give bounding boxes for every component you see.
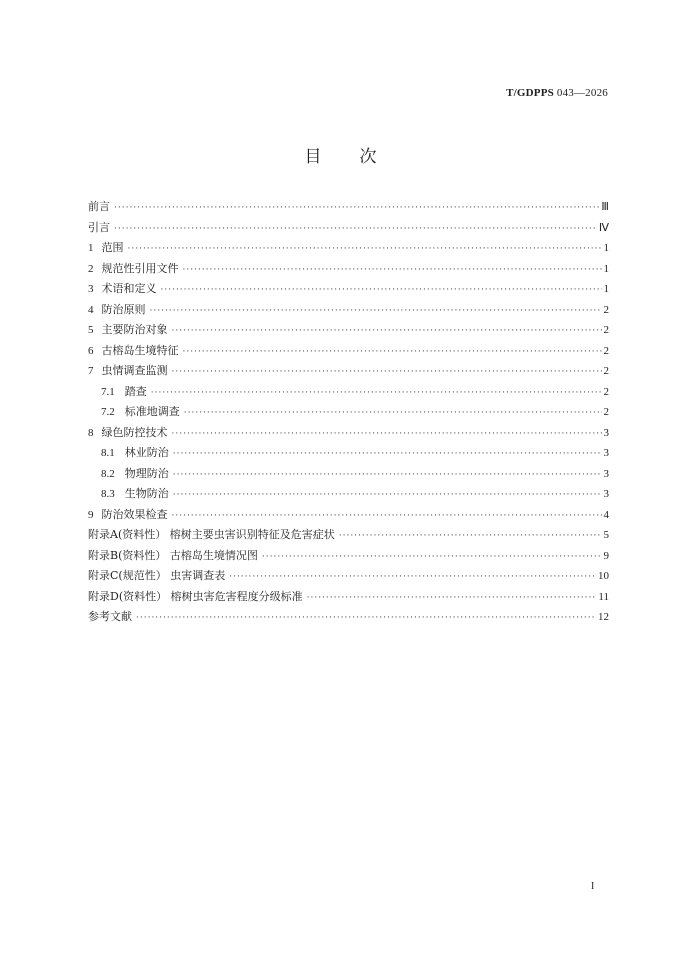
toc-leader: [128, 244, 602, 254]
toc-label: 附录C(规范性） 虫害调查表: [88, 569, 226, 582]
toc-entry-appendix-d[interactable]: [88, 588, 609, 609]
toc-entry-appendix-b[interactable]: [88, 547, 609, 568]
toc-entry-7-2[interactable]: [88, 403, 609, 424]
toc-number: 7.2: [101, 406, 115, 418]
toc-page: 10: [598, 570, 609, 582]
toc-number: 5: [88, 324, 94, 336]
toc-page: 3: [603, 426, 609, 439]
toc-label: 物理防治: [124, 466, 169, 480]
toc-page: 2: [603, 344, 609, 357]
page-title: 目次: [304, 147, 415, 167]
toc-number: 9: [88, 508, 94, 521]
toc-page: Ⅲ: [601, 201, 609, 213]
toc-entry-7-1[interactable]: [88, 383, 609, 404]
toc-label: 虫情调查监测: [101, 364, 168, 377]
toc-label: 古榕岛生境特征: [101, 343, 179, 357]
toc-entry-8-1[interactable]: [88, 444, 609, 465]
toc-number: 7: [88, 365, 94, 377]
toc-entry-1[interactable]: [88, 239, 609, 260]
toc-label: 规范性引用文件: [101, 261, 179, 275]
toc-number: 3: [88, 283, 94, 295]
toc-leader: [307, 593, 597, 603]
toc-leader: [136, 613, 596, 623]
toc-label: 标准地调查: [124, 405, 180, 418]
toc-label: 附录A(资料性） 榕树主要虫害识别特征及危害症状: [88, 528, 335, 541]
standard-code-prefix: T/GDPPS: [506, 87, 554, 99]
toc-number: 8: [88, 426, 94, 439]
standard-code-number: 043—2026: [553, 87, 608, 99]
toc-page: 2: [603, 365, 609, 377]
toc-entry-5[interactable]: [88, 321, 609, 342]
toc-label: 附录D(资料性） 榕树虫害危害程度分级标准: [88, 589, 303, 603]
toc-label: 术语和定义: [101, 282, 157, 295]
toc-page: 5: [603, 529, 609, 541]
toc-leader: [172, 367, 602, 377]
toc-entry-appendix-a[interactable]: [88, 526, 609, 547]
toc-leader: [150, 306, 602, 316]
toc-page: 3: [603, 447, 609, 459]
toc-number: 1: [88, 242, 94, 254]
toc-page: 2: [603, 385, 609, 398]
toc-entry-3[interactable]: [88, 280, 609, 301]
toc-number: 7.1: [101, 385, 115, 398]
toc-leader: [173, 490, 602, 500]
toc-entry-7[interactable]: [88, 362, 609, 383]
toc-entry-8[interactable]: [88, 424, 609, 445]
toc-leader: [184, 408, 602, 418]
toc-leader: [172, 511, 602, 521]
toc-leader: [151, 388, 602, 398]
toc-leader: [262, 552, 602, 562]
toc-leader: [172, 429, 602, 439]
toc-entry-references[interactable]: [88, 608, 609, 629]
toc-number: 8.2: [101, 467, 115, 480]
toc-entry-appendix-c[interactable]: [88, 567, 609, 588]
toc-label: 引言: [88, 220, 110, 234]
toc-entry-2[interactable]: [88, 260, 609, 281]
toc-leader: [114, 203, 599, 213]
toc-label: 范围: [101, 241, 124, 254]
standard-code: [506, 87, 608, 99]
toc-page: 11: [598, 590, 609, 603]
toc-entry-6[interactable]: [88, 342, 609, 363]
toc-number: 6: [88, 344, 94, 357]
toc-page: 1: [603, 242, 609, 254]
toc-leader: [173, 470, 602, 480]
toc-leader: [161, 285, 602, 295]
toc-page: 3: [603, 488, 609, 500]
toc-label: 附录B(资料性） 古榕岛生境情况图: [88, 548, 258, 562]
toc-label: 主要防治对象: [101, 323, 168, 336]
toc-leader: [114, 224, 597, 234]
page-number: I: [591, 881, 595, 892]
toc-label: 参考文献: [88, 610, 132, 623]
toc-page: 9: [603, 549, 609, 562]
toc-entry-4[interactable]: [88, 301, 609, 322]
toc-number: 2: [88, 262, 94, 275]
toc-leader: [173, 449, 602, 459]
toc-page: 2: [603, 303, 609, 316]
toc-page: 3: [603, 467, 609, 480]
toc-page: 2: [603, 324, 609, 336]
toc-number: 8.1: [101, 447, 115, 459]
toc-label: 生物防治: [124, 487, 169, 500]
toc-leader: [172, 326, 602, 336]
toc-entry-8-3[interactable]: [88, 485, 609, 506]
toc-entry-introduction[interactable]: [88, 219, 609, 240]
toc-label: 防治效果检查: [101, 507, 168, 521]
toc-page: 12: [598, 611, 609, 623]
toc-label: 踏查: [124, 384, 147, 398]
toc-entry-foreword[interactable]: [88, 198, 609, 219]
toc-number: 8.3: [101, 488, 115, 500]
toc-leader: [339, 531, 602, 541]
toc-leader: [229, 572, 596, 582]
toc-leader: [183, 265, 602, 275]
toc-page: 1: [603, 283, 609, 295]
toc-label: 前言: [88, 200, 110, 213]
toc-number: 4: [88, 303, 94, 316]
toc-page: 2: [603, 406, 609, 418]
toc-page: 4: [603, 508, 609, 521]
toc-label: 绿色防控技术: [101, 425, 168, 439]
toc-leader: [183, 347, 602, 357]
toc-entry-8-2[interactable]: [88, 465, 609, 486]
toc-label: 防治原则: [101, 302, 146, 316]
toc-entry-9[interactable]: [88, 506, 609, 527]
toc-page: Ⅳ: [598, 221, 609, 234]
toc-page: 1: [603, 262, 609, 275]
table-of-contents: [88, 198, 609, 629]
toc-label: 林业防治: [124, 446, 169, 459]
